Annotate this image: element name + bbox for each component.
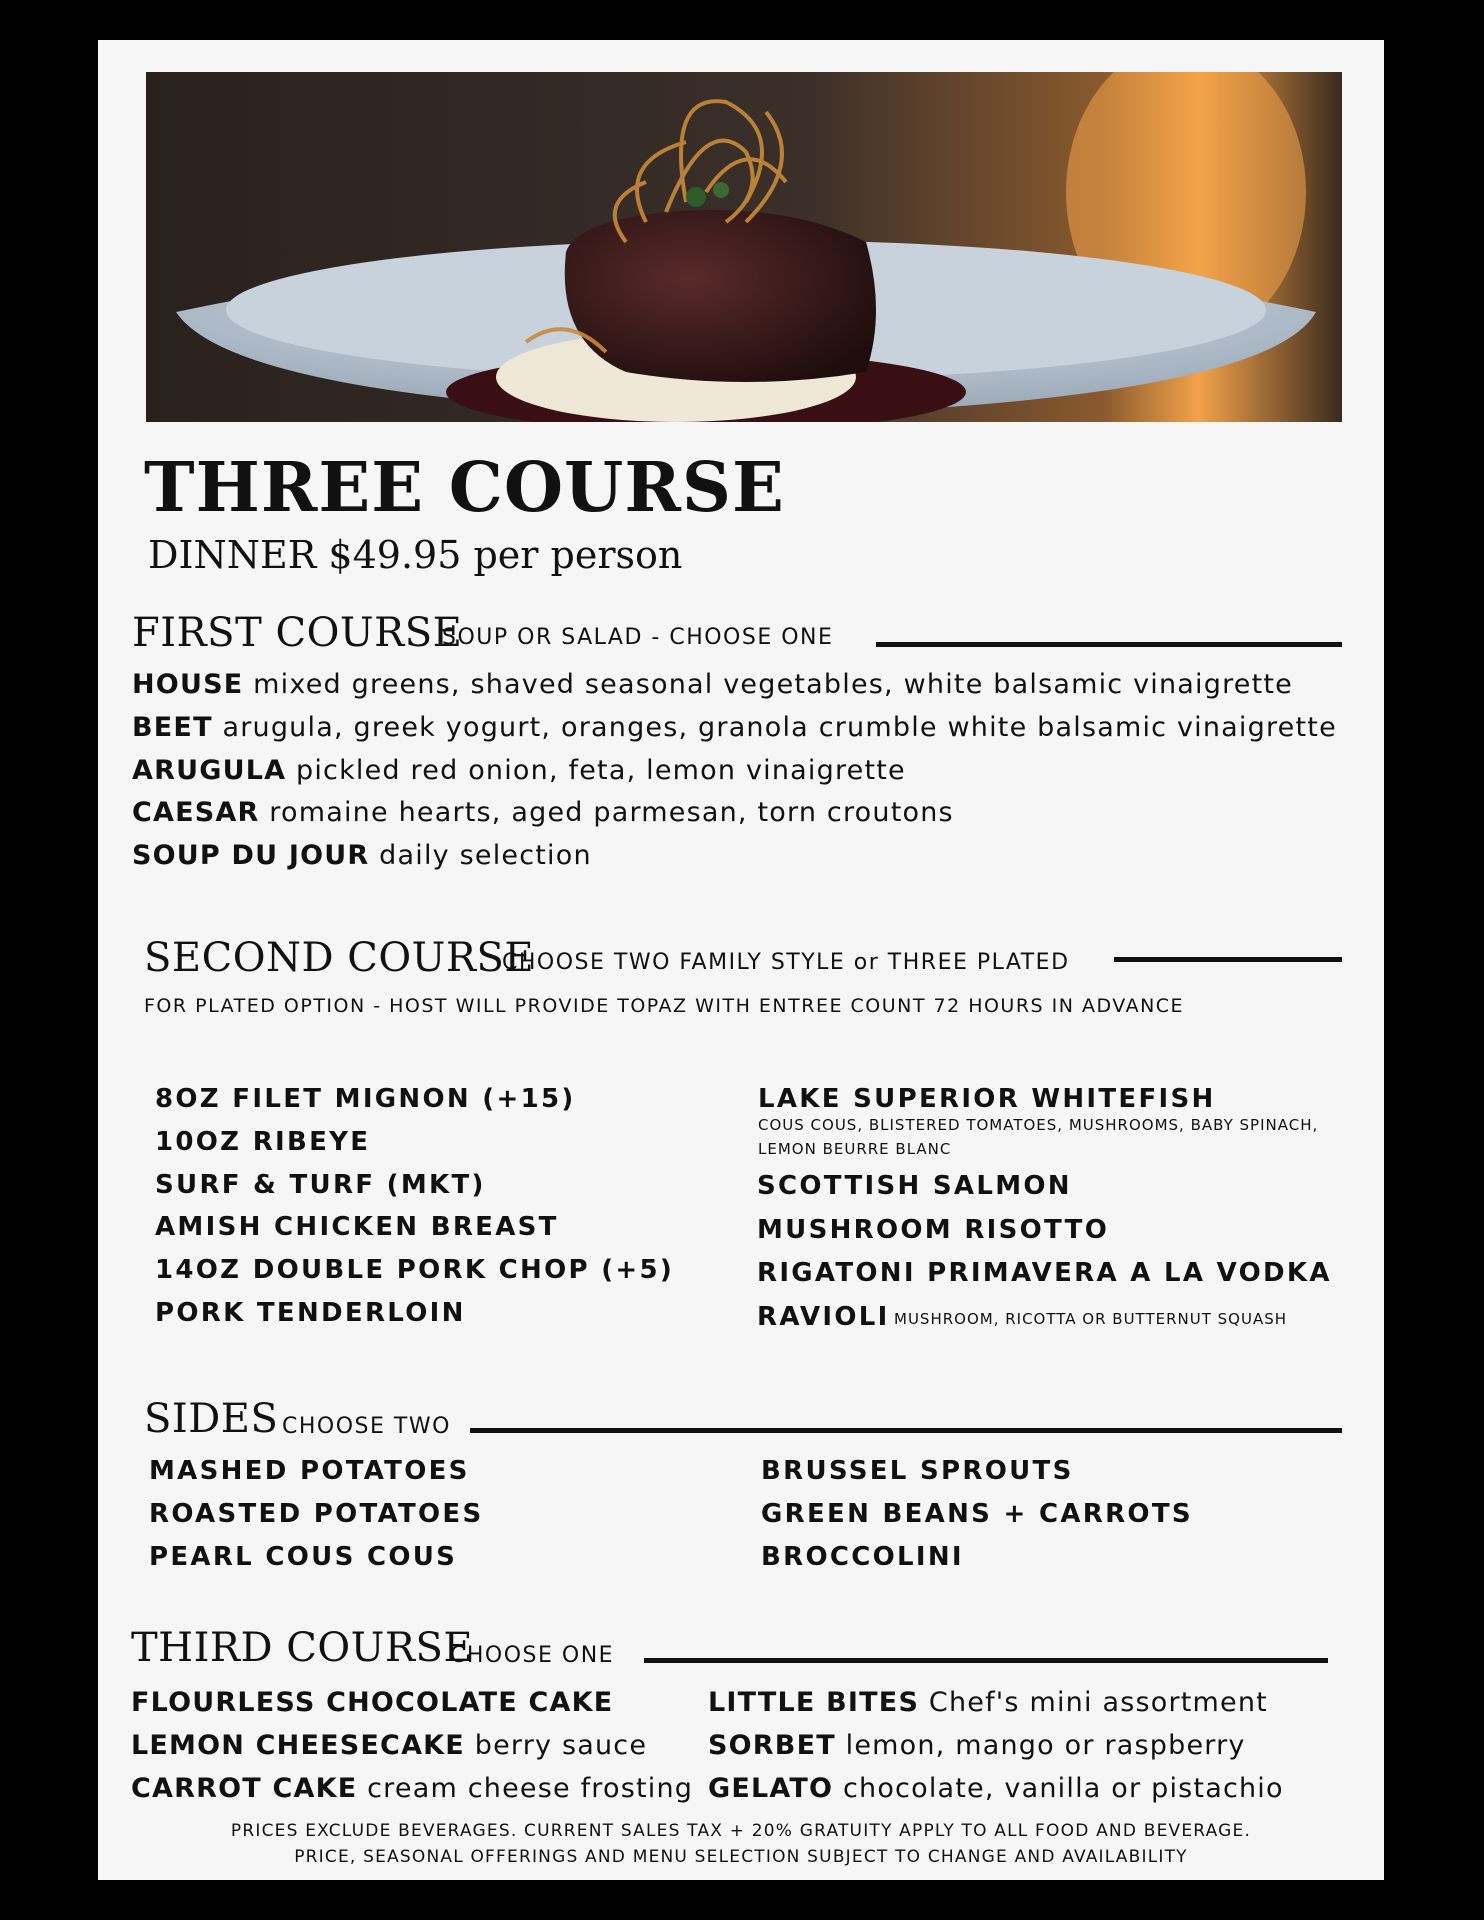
page-title: THREE COURSE <box>144 448 785 528</box>
entree-description: MUSHROOM, RICOTTA OR BUTTERNUT SQUASH <box>894 1310 1288 1328</box>
side-item: ROASTED POTATOES <box>149 1499 484 1529</box>
first-course-item: SOUP DU JOUR daily selection <box>132 840 592 871</box>
price-subtitle: DINNER $49.95 per person <box>148 533 683 577</box>
first-course-note: SOUP OR SALAD - CHOOSE ONE <box>442 625 834 650</box>
sides-rule <box>470 1428 1342 1433</box>
side-item: GREEN BEANS + CARROTS <box>761 1499 1193 1529</box>
entree-item: SURF & TURF (MKT) <box>155 1170 486 1200</box>
entree-item: 14OZ DOUBLE PORK CHOP (+5) <box>155 1255 675 1285</box>
side-item: BROCCOLINI <box>761 1542 964 1572</box>
first-course-item: ARUGULA pickled red onion, feta, lemon vinaigrette <box>132 755 906 786</box>
first-course-item: HOUSE mixed greens, shaved seasonal vegetables, white balsamic vinaigrette <box>132 669 1293 700</box>
first-course-heading: FIRST COURSE <box>132 610 463 656</box>
dessert-item: LEMON CHEESECAKE berry sauce <box>131 1730 648 1761</box>
dessert-item: LITTLE BITES Chef's mini assortment <box>708 1687 1268 1718</box>
first-course-rule <box>876 642 1342 647</box>
third-course-note: CHOOSE ONE <box>450 1643 615 1668</box>
footer-disclaimer-line2: PRICE, SEASONAL OFFERINGS AND MENU SELECTION SUBJECT TO CHANGE AND AVAILABILITY <box>294 1847 1188 1867</box>
dessert-item: GELATO chocolate, vanilla or pistachio <box>708 1773 1284 1804</box>
side-item: MASHED POTATOES <box>149 1456 470 1486</box>
dessert-item: FLOURLESS CHOCOLATE CAKE <box>131 1687 614 1718</box>
entree-item: RAVIOLI <box>757 1302 890 1332</box>
entree-item: RIGATONI PRIMAVERA A LA VODKA <box>757 1258 1332 1288</box>
second-course-heading: SECOND COURSE <box>144 935 535 981</box>
menu-page <box>98 40 1384 1880</box>
third-course-heading: THIRD COURSE <box>131 1625 474 1671</box>
entree-item: AMISH CHICKEN BREAST <box>155 1212 559 1242</box>
sides-note: CHOOSE TWO <box>282 1414 451 1439</box>
second-course-note: CHOOSE TWO FAMILY STYLE or THREE PLATED <box>502 950 1070 975</box>
entree-item: MUSHROOM RISOTTO <box>757 1215 1110 1245</box>
entree-item: 8OZ FILET MIGNON (+15) <box>155 1084 576 1114</box>
side-item: BRUSSEL SPROUTS <box>761 1456 1074 1486</box>
first-course-item: BEET arugula, greek yogurt, oranges, granola crumble white balsamic vinaigrette <box>132 712 1337 743</box>
entree-item: 10OZ RIBEYE <box>155 1127 371 1157</box>
entree-item: LAKE SUPERIOR WHITEFISH <box>758 1084 1216 1114</box>
entree-description: LEMON BEURRE BLANC <box>758 1140 952 1158</box>
dessert-item: SORBET lemon, mango or raspberry <box>708 1730 1246 1761</box>
third-course-rule <box>644 1658 1328 1663</box>
hero-food-photo <box>146 72 1342 422</box>
entree-description: COUS COUS, BLISTERED TOMATOES, MUSHROOMS, BABY SPINACH, <box>758 1116 1319 1134</box>
entree-item: PORK TENDERLOIN <box>155 1298 466 1328</box>
dessert-item: CARROT CAKE cream cheese frosting <box>131 1773 694 1804</box>
side-item: PEARL COUS COUS <box>149 1542 458 1572</box>
short-rib-plate-image <box>146 72 1342 422</box>
sides-heading: SIDES <box>144 1396 279 1442</box>
first-course-item: CAESAR romaine hearts, aged parmesan, torn croutons <box>132 797 954 828</box>
plated-option-note: FOR PLATED OPTION - HOST WILL PROVIDE TOPAZ WITH ENTREE COUNT 72 HOURS IN ADVANCE <box>144 995 1185 1017</box>
entree-item: SCOTTISH SALMON <box>757 1171 1072 1201</box>
second-course-rule <box>1114 957 1342 962</box>
footer-disclaimer-line1: PRICES EXCLUDE BEVERAGES. CURRENT SALES TAX + 20% GRATUITY APPLY TO ALL FOOD AND BEVERAGE. <box>230 1821 1252 1841</box>
